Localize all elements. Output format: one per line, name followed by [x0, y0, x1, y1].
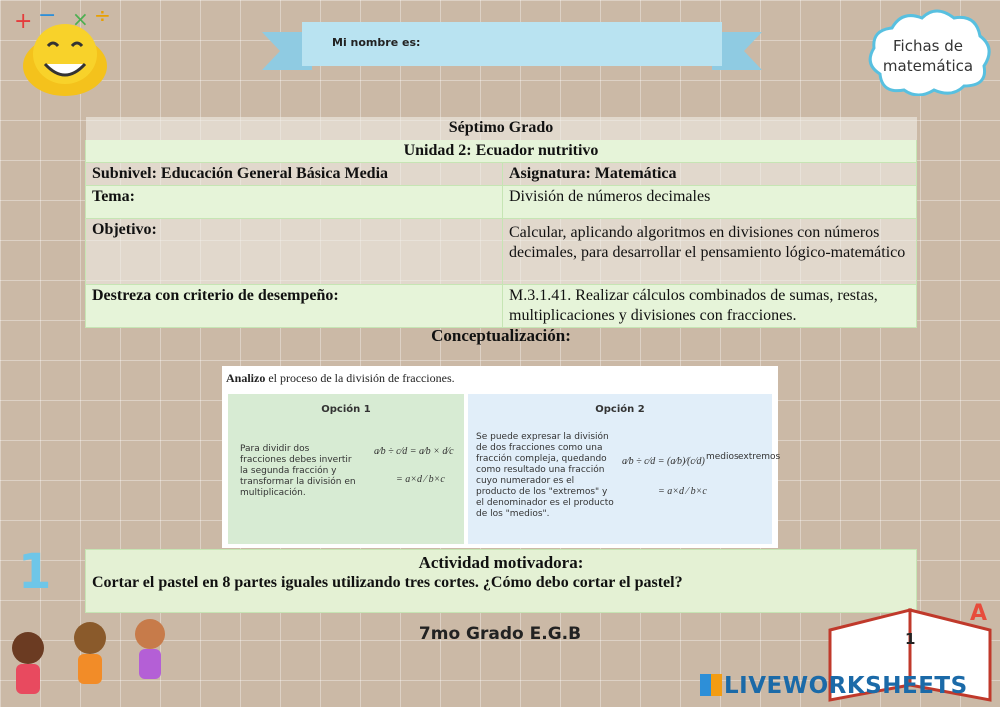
info-table: [85, 116, 917, 328]
concept-heading: Conceptualización:: [431, 326, 571, 345]
topic-label: Tema:: [86, 186, 503, 219]
svg-text:−: −: [38, 4, 57, 28]
extremos-label: extremos: [738, 452, 781, 462]
svg-text:A: A: [970, 601, 988, 626]
option-2-title: Opción 2: [595, 404, 645, 415]
figure-title-rest: el proceso de la división de fracciones.: [265, 371, 455, 385]
fraction-division-figure: [222, 366, 781, 548]
subject-cell: Asignatura: Matemática: [503, 163, 917, 186]
figure-title: [226, 371, 455, 386]
badge-line2: matemática: [882, 57, 974, 75]
kids-illustration: [0, 538, 190, 707]
option-1-result: = a×d ⁄ b×c: [396, 474, 445, 485]
brand-logo: [700, 673, 968, 699]
sublevel-cell: Subnivel: Educación General Básica Media: [86, 163, 503, 186]
option-2-result: = a×d ⁄ b×c: [658, 486, 707, 497]
skill-label: Destreza con criterio de desempeño:: [86, 285, 503, 328]
name-label: Mi nombre es:: [332, 36, 421, 49]
footer-grade: 7mo Grado E.G.B: [418, 624, 582, 644]
option-2-panel: [468, 394, 781, 544]
smiley-face-icon: [10, 4, 120, 99]
figure-title-bold: Analizo: [226, 371, 266, 385]
unit-heading: Unidad 2: Ecuador nutritivo: [86, 140, 917, 163]
skill-value: M.3.1.41. Realizar cálculos combinados de sumas, restas, multiplicaciones y divisiones con fracciones.: [503, 285, 917, 328]
activity-title: Actividad motivadora:: [418, 553, 584, 572]
option-1-title: Opción 1: [321, 404, 371, 415]
worksheet-badge: [862, 8, 994, 96]
option-2-text: Se puede expresar la división de dos fracciones como una fracción compleja, quedando como resultado una fracción cuyo numerador es el producto de los "extremos" y el denominador es el producto de los "medios".: [476, 432, 614, 519]
option-2-formula: a⁄b ÷ c⁄d = (a⁄b)⁄(c⁄d): [622, 456, 705, 467]
medios-label: medios: [706, 452, 739, 462]
liveworksheets-icon: [700, 674, 722, 696]
name-ribbon: [262, 22, 762, 80]
svg-text:×: ×: [72, 7, 89, 31]
option-1-formula: a⁄b ÷ c⁄d = a⁄b × d⁄c: [374, 446, 454, 457]
option-1-text: Para dividir dos fracciones debes invertir la segunda fracción y transformar la división en multiplicación.: [240, 444, 356, 498]
objective-value: Calcular, aplicando algoritmos en divisiones con números decimales, para desarrollar el pensamiento lógico-matemático: [503, 219, 917, 285]
activity-box: [85, 549, 917, 613]
svg-text:÷: ÷: [94, 4, 111, 27]
option-1-panel: [228, 394, 464, 544]
page-number: 1: [905, 630, 916, 648]
grade-heading: Séptimo Grado: [86, 117, 917, 140]
svg-text:1: 1: [18, 544, 52, 600]
brand-text: LIVEWORKSHEETS: [724, 673, 968, 699]
activity-text: Cortar el pastel en 8 partes iguales utilizando tres cortes. ¿Cómo debo cortar el pastel?: [92, 574, 683, 591]
badge-line1: Fichas de: [893, 37, 963, 55]
objective-label: Objetivo:: [86, 219, 503, 285]
svg-text:+: +: [14, 9, 33, 34]
topic-value: División de números decimales: [503, 186, 917, 219]
